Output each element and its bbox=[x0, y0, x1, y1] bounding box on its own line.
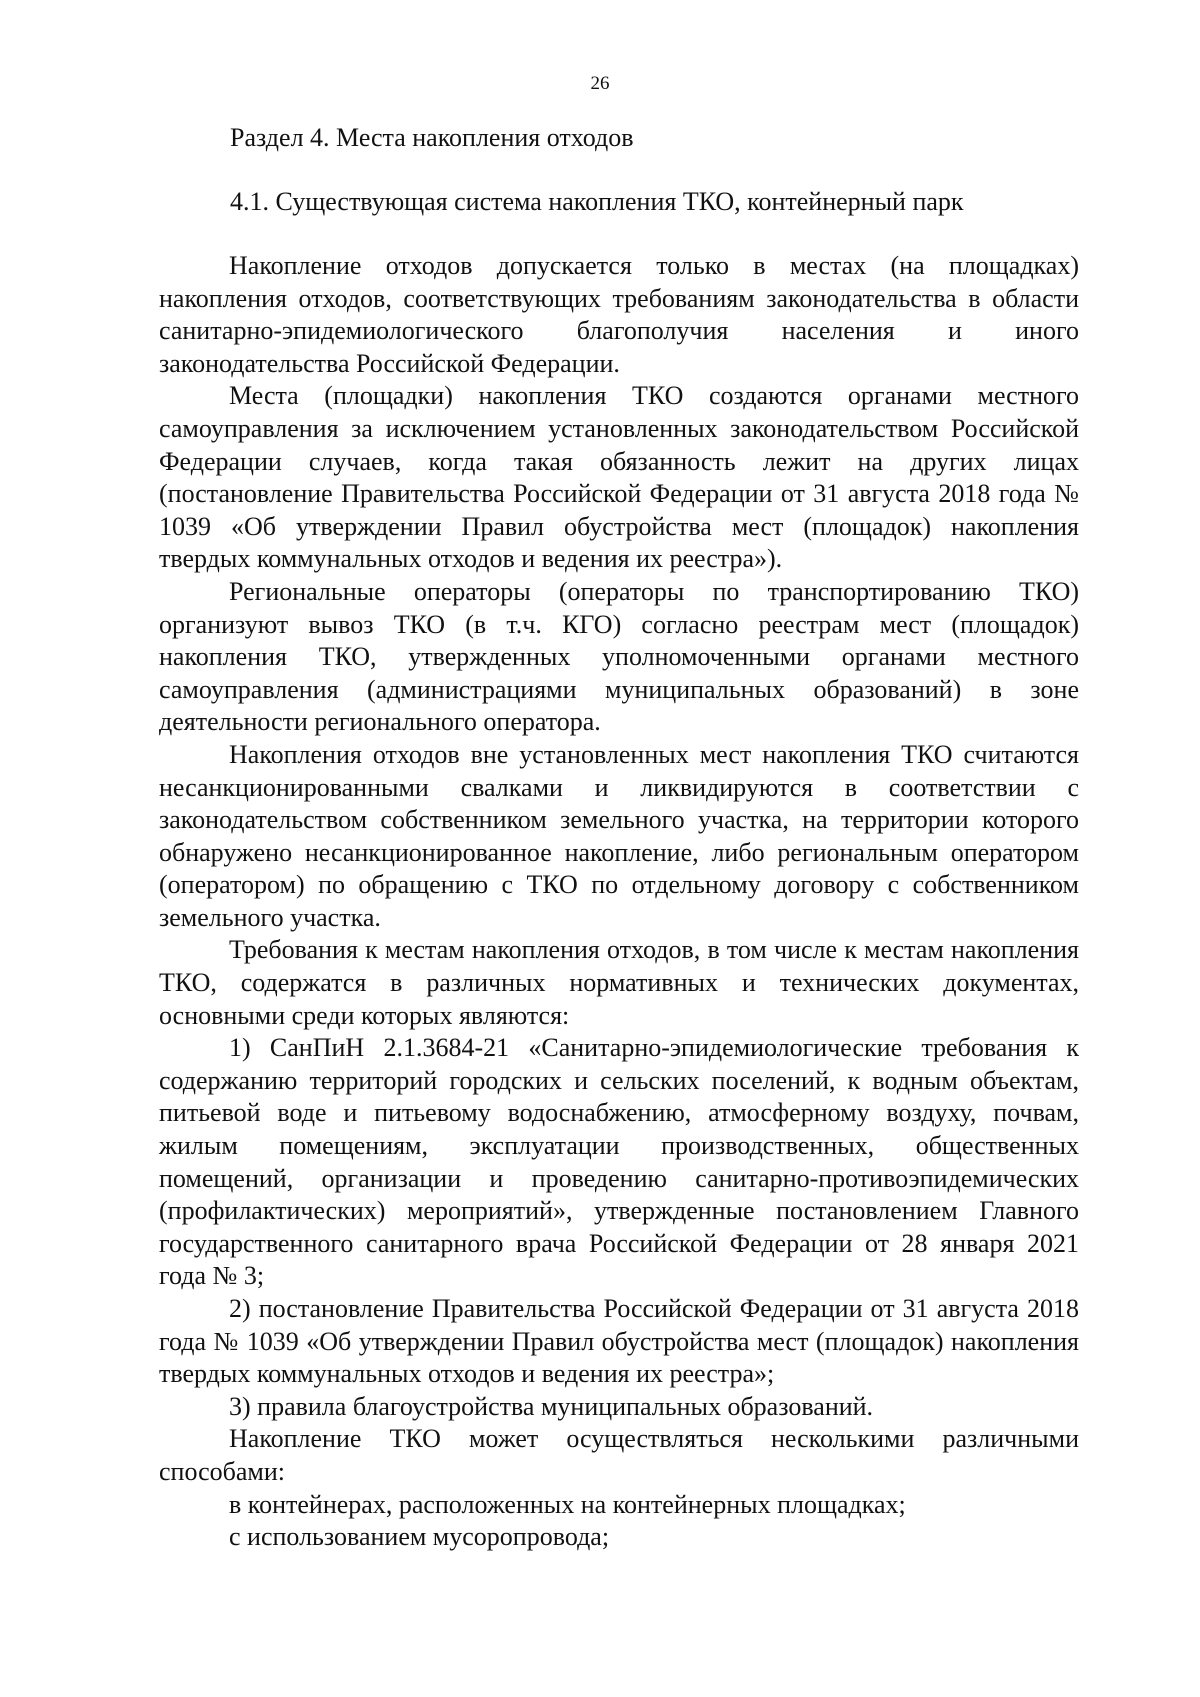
paragraph: Накопление отходов допускается только в местах (на площадках) накопления отходов, соответствующих требованиям законодательства в области санитарно-эпидемиологического благополучия населения и иного законодательства Российской Федерации. bbox=[159, 251, 1079, 378]
paragraph: Накопления отходов вне установленных мест накопления ТКО считаются несанкционированными свалками и ликвидируются в соответствии с законодательством собственником земельного участка, на территории которого обнаружено несанкционированное накопление, либо региональным оператором (оператором) по обращению с ТКО по отдельному договору с собственником земельного участка. bbox=[159, 739, 1079, 932]
list-item: 1) СанПиН 2.1.3684-21 «Санитарно-эпидемиологические требования к содержанию территорий городских и сельских поселений, к водным объектам, питьевой воде и питьевому водоснабжению, атмосферному воздуху, почвам, жилым помещениям, эксплуатации производственных, общественных помещений, организации и проведению санитарно-противоэпидемических (профилактических) мероприятий», утвержденные постановлением Главного государственного санитарного врача Российской Федерации от 28 января 2021 года № 3; bbox=[159, 1033, 1079, 1291]
paragraph: Требования к местам накопления отходов, в том числе к местам накопления ТКО, содержатся в различных нормативных и технических документах, основными среди которых являются: bbox=[159, 935, 1079, 1030]
list-item: 3) правила благоустройства муниципальных образований. bbox=[229, 1391, 874, 1421]
paragraph: Места (площадки) накопления ТКО создаются органами местного самоуправления за исключением установленных законодательством Российской Федерации случаев, когда такая обязанность лежит на других лицах (постановление Правительства Российской Федерации от 31 августа 2018 года № 1039 «Об утверждении Правил обустройства мест (площадок) накопления твердых коммунальных отходов и ведения их реестра»). bbox=[159, 381, 1079, 574]
document-body bbox=[159, 250, 1079, 1554]
list-item: с использованием мусоропровода; bbox=[229, 1522, 610, 1552]
paragraph: Накопление ТКО может осуществляться несколькими различными способами: bbox=[159, 1424, 1079, 1486]
page-number: 26 bbox=[590, 73, 610, 94]
section-title: Раздел 4. Места накопления отходов bbox=[230, 123, 634, 152]
list-item: в контейнерах, расположенных на контейнерных площадках; bbox=[229, 1489, 906, 1519]
list-item: 2) постановление Правительства Российской Федерации от 31 августа 2018 года № 1039 «Об утверждении Правил обустройства мест (площадок) накопления твердых коммунальных отходов и ведения их реестра»; bbox=[159, 1294, 1079, 1389]
subsection-title: 4.1. Существующая система накопления ТКО, контейнерный парк bbox=[230, 187, 964, 216]
paragraph: Региональные операторы (операторы по транспортированию ТКО) организуют вывоз ТКО (в т.ч. КГО) согласно реестрам мест (площадок) накопления ТКО, утвержденных уполномоченными органами местного самоуправления (администрациями муниципальных образований) в зоне деятельности регионального оператора. bbox=[159, 576, 1079, 737]
